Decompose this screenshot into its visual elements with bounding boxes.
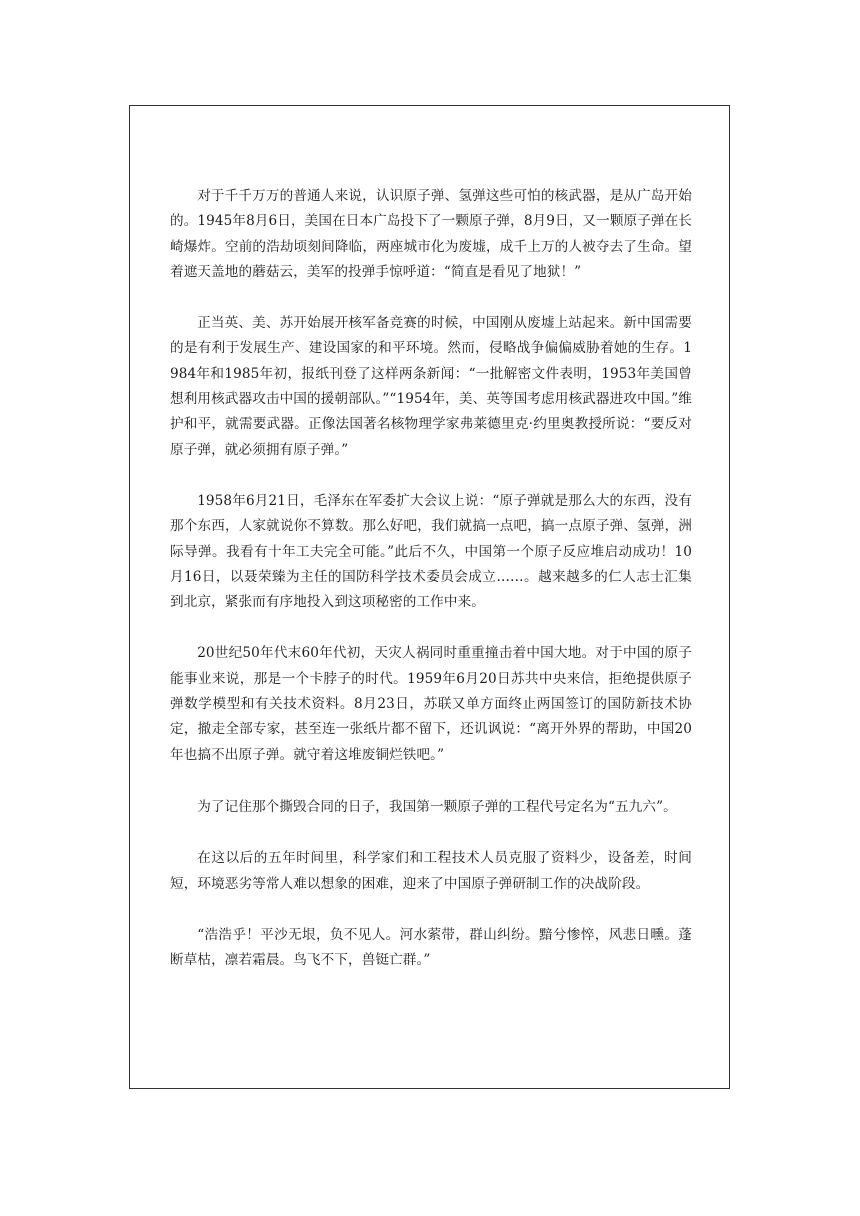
paragraph-hiroshima: 对于千千万万的普通人来说，认识原子弹、氢弹这些可怕的核武器，是从广岛开始的。1945年8月6日，美国在日本广岛投下了一颗原子弹，8月9日，又一颗原子弹在长崎爆炸。空前的浩劫顷刻间降临，两座城市化为废墟，成千上万的人被夺去了生命。望着遮天盖地的蘑菇云，美军的投弹手惊呼道：“简直是看见了地狱！”: [170, 188, 692, 280]
paragraph-arms-race: 正当英、美、苏开始展开核军备竞赛的时候，中国刚从废墟上站起来。新中国需要的是有利于发展生产、建设国家的和平环境。然而，侵略战争偏偏威胁着她的生存。1984年和1985年初，报纸刊登了这样两条新闻：“一批解密文件表明，1953年美国曾想利用核武器攻击中国的援朝部队。”“1954年，美、英等国考虑用核武器进攻中国。”维护和平，就需要武器。正像法国著名核物理学家弗莱德里克·约里奥教授所说：“要反对原子弹，就必须拥有原子弹。”: [170, 315, 692, 458]
document-body: [170, 184, 692, 973]
paragraph-code-name: 为了记住那个撕毁合同的日子，我国第一颗原子弹的工程代号定名为“五九六”。: [197, 798, 677, 815]
paragraph-mao-speech: 1958年6月21日，毛泽东在军委扩大会议上说：“原子弹就是那么大的东西，没有那个东西，人家就说你不算数。那么好吧，我们就搞一点吧，搞一点原子弹、氢弹，洲际导弹。我看有十年工夫完全可能。”此后不久，中国第一个原子反应堆启动成功！10月16日，以聂荣臻为主任的国防科学技术委员会成立……。越来越多的仁人志士汇集到北京，紧张而有序地投入到这项秘密的工作中来。: [170, 492, 692, 611]
paragraph-five-years: 在这以后的五年时间里，科学家们和工程技术人员克服了资料少，设备差，时间短，环境恶劣等常人难以想象的困难，迎来了中国原子弹研制工作的决战阶段。: [170, 850, 692, 892]
page-frame: [129, 105, 730, 1089]
paragraph-soviet-withdrawal: 20世纪50年代末60年代初，天灾人祸同时重重撞击着中国大地。对于中国的原子能事业来说，那是一个卡脖子的时代。1959年6月20日苏共中央来信，拒绝提供原子弹数学模型和有关技术资料。8月23日，苏联又单方面终止两国签订的国防新技术协定，撤走全部专家，甚至连一张纸片都不留下，还讥讽说：“离开外界的帮助，中国20年也搞不出原子弹。就守着这堆废铜烂铁吧。”: [170, 645, 692, 763]
paragraph-quote: “浩浩乎！平沙无垠，负不见人。河水萦带，群山纠纷。黯兮惨悴，风悲日曛。蓬断草枯，凛若霜晨。鸟飞不下，兽铤亡群。”: [170, 926, 692, 969]
